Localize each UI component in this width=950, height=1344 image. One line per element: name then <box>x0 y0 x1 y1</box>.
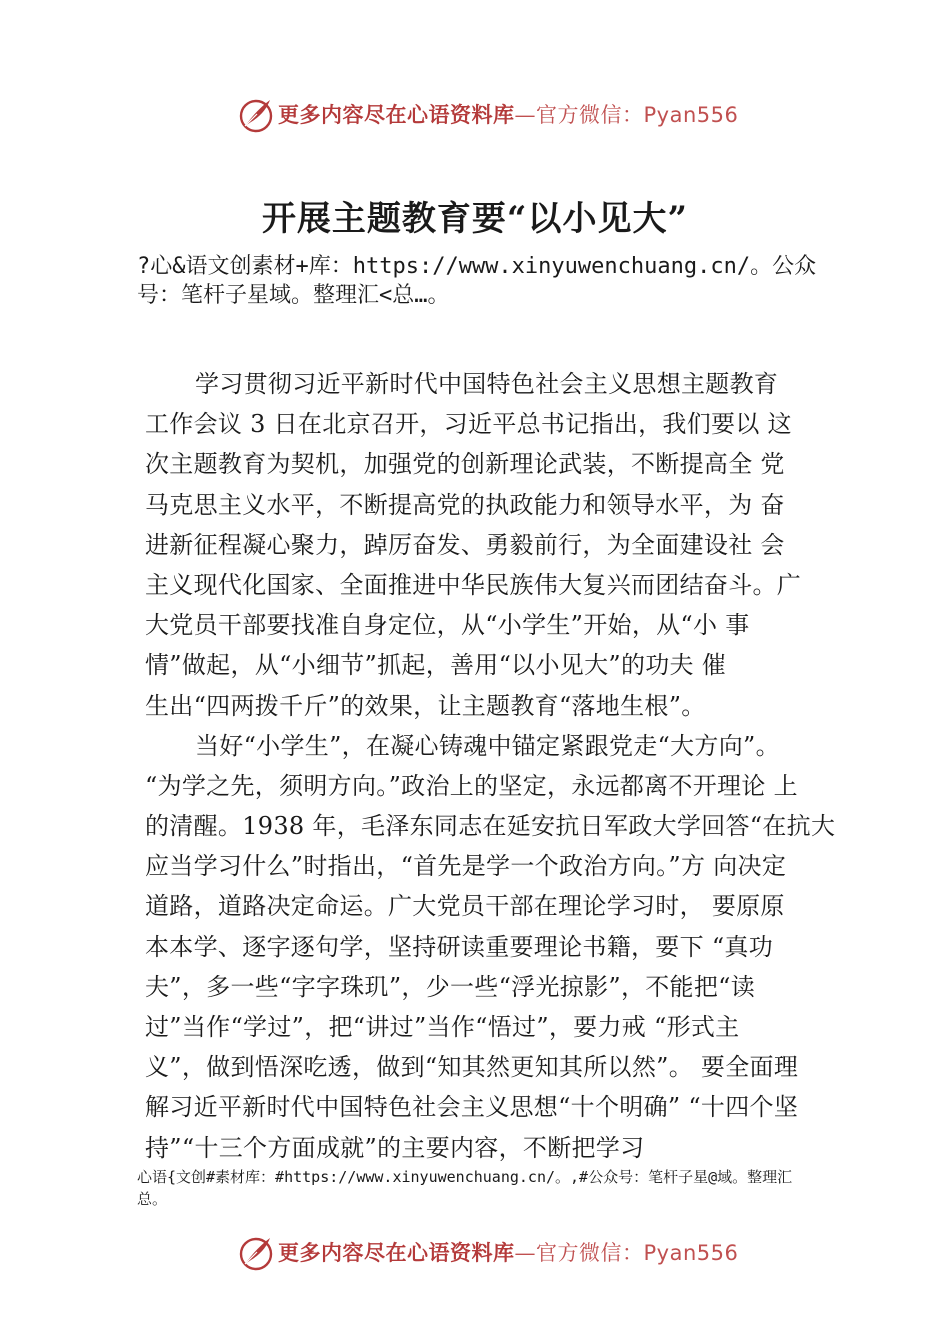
body-line: 次主题教育为契机，加强党的创新理论武装，不断提高全 党 <box>145 450 785 479</box>
body-line: 大党员干部要找准自身定位，从“小学生”开始，从“小 事 <box>145 611 750 640</box>
banner-separator: — <box>514 103 536 127</box>
body-line: 生出“四两拨千斤”的效果，让主题教育“落地生根”。 <box>145 691 706 720</box>
body-line: 主义现代化国家、全面推进中华民族伟大复兴而团结奋斗。广 <box>145 570 802 599</box>
header-banner <box>0 90 950 140</box>
footer-banner <box>0 1228 950 1278</box>
banner-wechat-id: Pyan556 <box>643 1241 739 1265</box>
body-line: 应当学习什么”时指出，“首先是学一个政治方向。”方 向决定 <box>145 852 787 881</box>
body-line: 工作会议 3 日在北京召开，习近平总书记指出，我们要以 这 <box>145 410 792 439</box>
quill-pen-logo-icon <box>237 96 275 134</box>
footnote <box>137 1166 847 1210</box>
section-heading: 当好“小学生”，在凝心铸魂中锚定紧跟党走“大方向”。 <box>195 731 780 760</box>
body-line: “为学之先，须明方向。”政治上的坚定，永远都离不开理论 上 <box>145 771 798 800</box>
banner-text <box>278 102 738 128</box>
banner-text <box>278 1240 738 1266</box>
body-line: 进新征程凝心聚力，踔厉奋发、勇毅前行，为全面建设社 会 <box>145 530 785 559</box>
body-line: 学习贯彻习近平新时代中国特色社会主义思想主题教育 <box>195 370 779 398</box>
banner-separator: — <box>514 1241 536 1265</box>
body-line: 解习近平新时代中国特色社会主义思想“十个明确” “十四个坚 <box>145 1093 799 1122</box>
quill-pen-logo-icon <box>237 1234 275 1272</box>
body-line: 过”当作“学过”，把“讲过”当作“悟过”，要力戒 “形式主 <box>145 1013 740 1041</box>
article-body <box>145 364 835 1168</box>
banner-wechat-id: Pyan556 <box>643 103 739 127</box>
body-line: 义”，做到悟深吃透，做到“知其然更知其所以然”。 要全面理 <box>145 1053 799 1082</box>
footnote-line: 总。 <box>137 1190 168 1208</box>
body-line: 的清醒。1938 年，毛泽东同志在延安抗日军政大学回答“在抗大 <box>145 812 836 841</box>
page-title: 开展主题教育要“以小见大” <box>261 199 689 239</box>
body-line: 情”做起，从“小细节”抓起，善用“以小见大”的功夫 催 <box>145 651 727 680</box>
footnote-line: 心语{文创#素材库：#https://www.xinyuwenchuang.cn/。,#公众号：笔杆子星@域。整理汇 <box>137 1168 793 1186</box>
body-line: 持”“十三个方面成就”的主要内容，不断把学习 <box>145 1133 645 1162</box>
body-line: 道路，道路决定命运。广大党员干部在理论学习时， 要原原 <box>145 892 785 921</box>
source-line: 号：笔杆子星域。整理汇<总…。 <box>137 283 450 308</box>
body-line: 夫”，多一些“字字珠玑”，少一些“浮光掠影”，不能把“读 <box>145 972 756 1001</box>
source-note <box>137 252 837 310</box>
source-line: ?心&语文创素材+库：https://www.xinyuwenchuang.cn/。公众 <box>137 254 817 279</box>
body-line: 本本学、逐字逐句学，坚持研读重要理论书籍，要下 “真功 <box>145 932 773 961</box>
body-line: 马克思主义水平，不断提高党的执政能力和领导水平，为 奋 <box>145 490 785 519</box>
banner-main-text: 更多内容尽在心语资料库 <box>278 102 515 127</box>
banner-wechat-label: 官方微信： <box>536 103 644 127</box>
banner-wechat-label: 官方微信： <box>536 1241 644 1265</box>
banner-main-text: 更多内容尽在心语资料库 <box>278 1240 515 1265</box>
